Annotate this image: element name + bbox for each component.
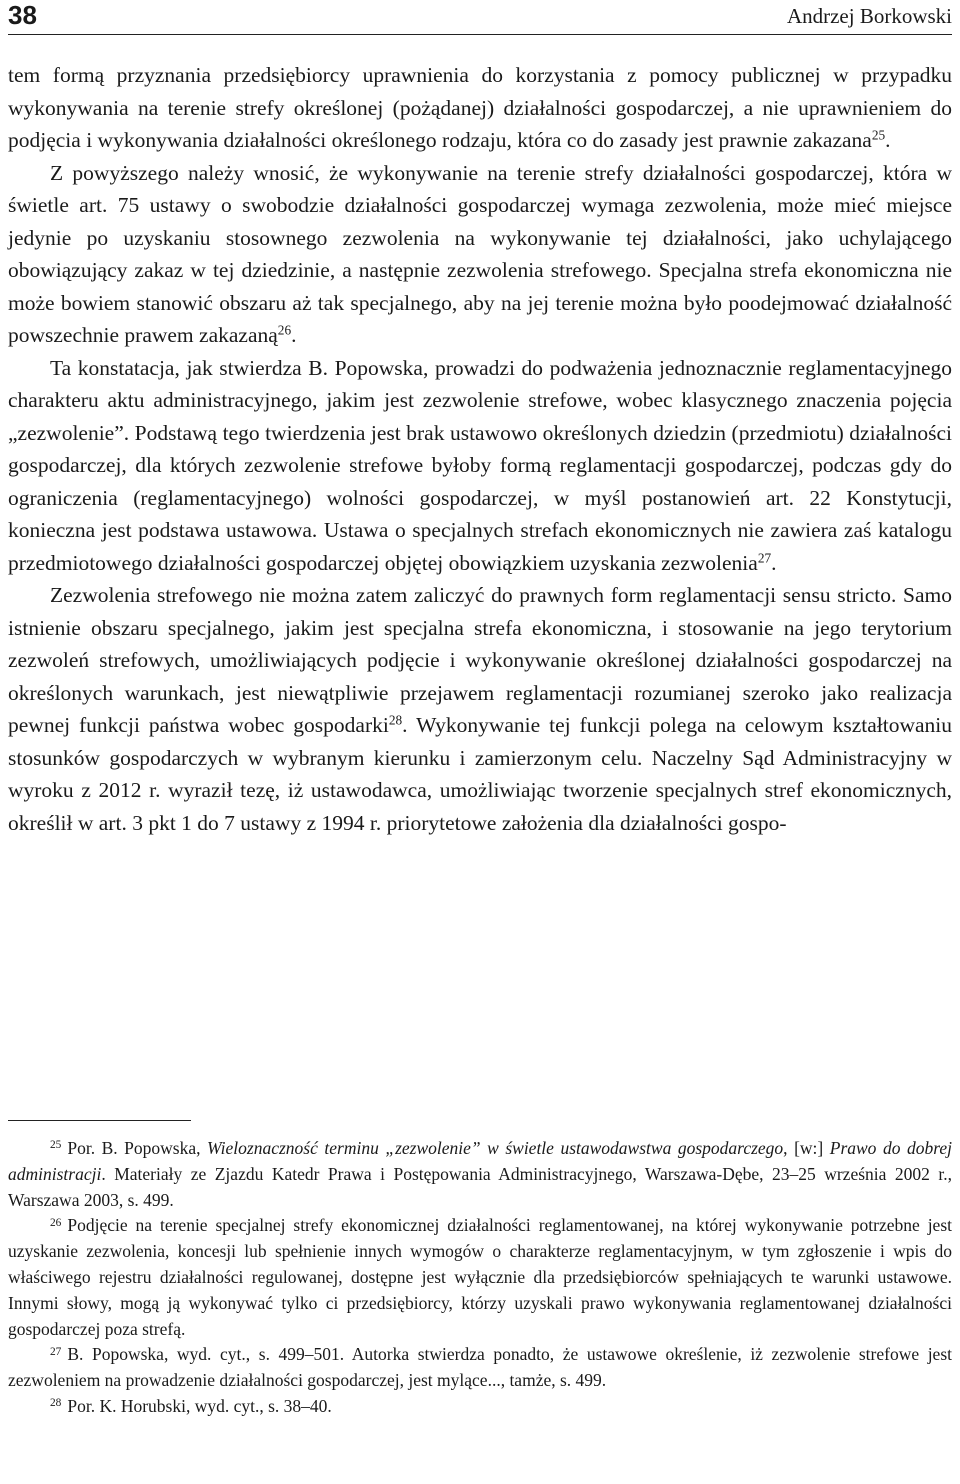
footnote-27-text: B. Popowska, wyd. cyt., s. 499–501. Autorka stwierdza ponadto, że ustawowe określenie, iż zezwolenie strefowe jest zezwoleniem na prowadzenie działalności gospodarczej, jest mylące..., tamże, s. 499. bbox=[8, 1344, 952, 1391]
running-head-author: Andrzej Borkowski bbox=[786, 4, 952, 28]
footnote-ref-25[interactable]: 25 bbox=[871, 127, 886, 143]
footnote-28-text: Por. K. Horubski, wyd. cyt., s. 38–40. bbox=[67, 1395, 332, 1416]
footnote-separator bbox=[8, 1120, 191, 1121]
footnote-28 bbox=[8, 1394, 952, 1420]
paragraph-3-text: Ta konstatacja, jak stwierdza B. Popowska, prowadzi do podważenia jednoznacznie reglamentacyjnego charakteru aktu administracyjnego, jakim jest zezwolenie strefowe, wobec klasycznego znaczenia pojęcia „zezwolenie”. Podstawą tego twierdzenia jest brak ustawowo określonych dziedzin (przedmiotu) działalności gospodarczej, dla których zezwolenie strefowe byłoby formą reglamentacji gospodarczej, podczas gdy do ograniczenia (reglamentacyjnego) wolności gospodarczej, w myśl postanowień art. 22 Konstytucji, konieczna jest podstawa ustawowa. Ustawa o specjalnych strefach ekonomicznych nie zawiera zaś katalogu przedmiotowego działalności gospodarczej objętej obowiązkiem uzyskania zezwolenia bbox=[8, 355, 952, 575]
paragraph-4-tail: . Wykonywanie tej funkcji polega na celowym kształtowaniu stosunków gospodarczych w wybranym kierunku i zamierzonym celu. Naczelny Sąd Administracyjny w wyroku z 2012 r. wyraził tezę, iż ustawodawca, umożliwiając tworzenie specjalnych stref ekonomicznych, określił w art. 3 pkt 1 do 7 ustawy z 1994 r. priorytetowe założenia dla działalności gospo- bbox=[8, 713, 953, 835]
paragraph-1 bbox=[8, 59, 952, 157]
footnote-number: 28 bbox=[50, 1397, 62, 1410]
footnote-ref-27[interactable]: 27 bbox=[757, 550, 772, 566]
footnote-25-book-title: Prawo do dobrej administracji bbox=[8, 1138, 953, 1184]
footnote-ref-28[interactable]: 28 bbox=[388, 712, 403, 728]
paragraph-2 bbox=[8, 157, 952, 352]
paragraph-2-text: Z powyższego należy wnosić, że wykonywanie na terenie strefy działalności gospodarczej, która w świetle art. 75 ustawy o swobodzie działalności gospodarczej wymaga zezwolenia, może mieć miejsce jedynie po uzyskaniu stosownego zezwolenia na wykonywanie tej działalności, jako uchylającego obowiązujący zakaz w tej dziedzinie, a następnie zezwolenia strefowego. Specjalna strefa ekonomiczna nie może bowiem stanowić obszaru aż tak specjalnego, aby na jej terenie można było poodejmować działalność powszechnie prawem zakazaną bbox=[8, 160, 952, 347]
paragraph-3-tail: . bbox=[771, 550, 777, 575]
paragraph-1-tail: . bbox=[885, 128, 891, 152]
page-header bbox=[8, 0, 952, 35]
footnote-25-part-a: Por. B. Popowska, bbox=[67, 1138, 208, 1158]
footnote-number: 25 bbox=[50, 1139, 62, 1152]
paragraph-4 bbox=[8, 579, 952, 839]
paragraph-3 bbox=[8, 352, 952, 580]
footnote-25-part-e: . Materiały ze Zjazdu Katedr Prawa i Postępowania Administracyjnego, Warszawa-Dębe, 23–25 września 2002 r., Warszawa 2003, s. 499. bbox=[8, 1163, 952, 1210]
footnote-25 bbox=[8, 1136, 952, 1213]
main-text bbox=[8, 59, 952, 839]
footnotes bbox=[8, 1136, 952, 1420]
footnote-26 bbox=[8, 1213, 952, 1342]
footnote-number: 27 bbox=[50, 1345, 62, 1358]
paragraph-2-tail: . bbox=[291, 323, 297, 347]
footnote-26-text: Podjęcie na terenie specjalnej strefy ekonomicznej działalności reglamentowanej, na której wykonywanie potrzebne jest uzyskanie zezwolenia, koncesji lub spełnienie innych wymogów o charakterze reglamentacyjnym, w tym zgłoszenie i wpis do właściwego rejestru działalności regulowanej, dostępne jest wyłącznie dla przedsiębiorców spełniających te warunki ustawowe. Innymi słowy, mogą ją wykonywać tylko ci przedsiębiorcy, którzy uzyskali prawo wykonywania reglamentowanej działalności gospodarczej poza strefą. bbox=[8, 1215, 952, 1339]
footnote-number: 26 bbox=[50, 1216, 62, 1229]
footnote-ref-26[interactable]: 26 bbox=[277, 322, 292, 338]
footnote-27 bbox=[8, 1342, 952, 1394]
footnote-25-title: Wieloznaczność terminu „zezwolenie” w świetle ustawodawstwa gospodarczego bbox=[207, 1138, 784, 1158]
footnote-25-part-c: , [w:] bbox=[783, 1138, 830, 1158]
paragraph-4-text: Zezwolenia strefowego nie można zatem zaliczyć do prawnych form reglamentacji sensu stricto. Samo istnienie obszaru specjalnego, jakim jest specjalna strefa ekonomiczna, i stosowanie na jego terytorium zezwoleń strefowych, umożliwiających podjęcie i wykonywanie określonej działalności gospodarczej na określonych warunkach, jest niewątpliwie przejawem reglamentacji rozumianej szeroko jako realizacja pewnej funkcji państwa wobec gospodarki bbox=[8, 583, 952, 737]
page-number: 38 bbox=[8, 0, 37, 30]
paragraph-1-text: tem formą przyznania przedsiębiorcy uprawnienia do korzystania z pomocy publicznej w przypadku wykonywania na terenie strefy określonej (pożądanej) działalności gospodarczej, a nie uprawnieniem do podjęcia i wykonywania działalności określonego rodzaju, która co do zasady jest prawnie zakazana bbox=[8, 63, 952, 152]
